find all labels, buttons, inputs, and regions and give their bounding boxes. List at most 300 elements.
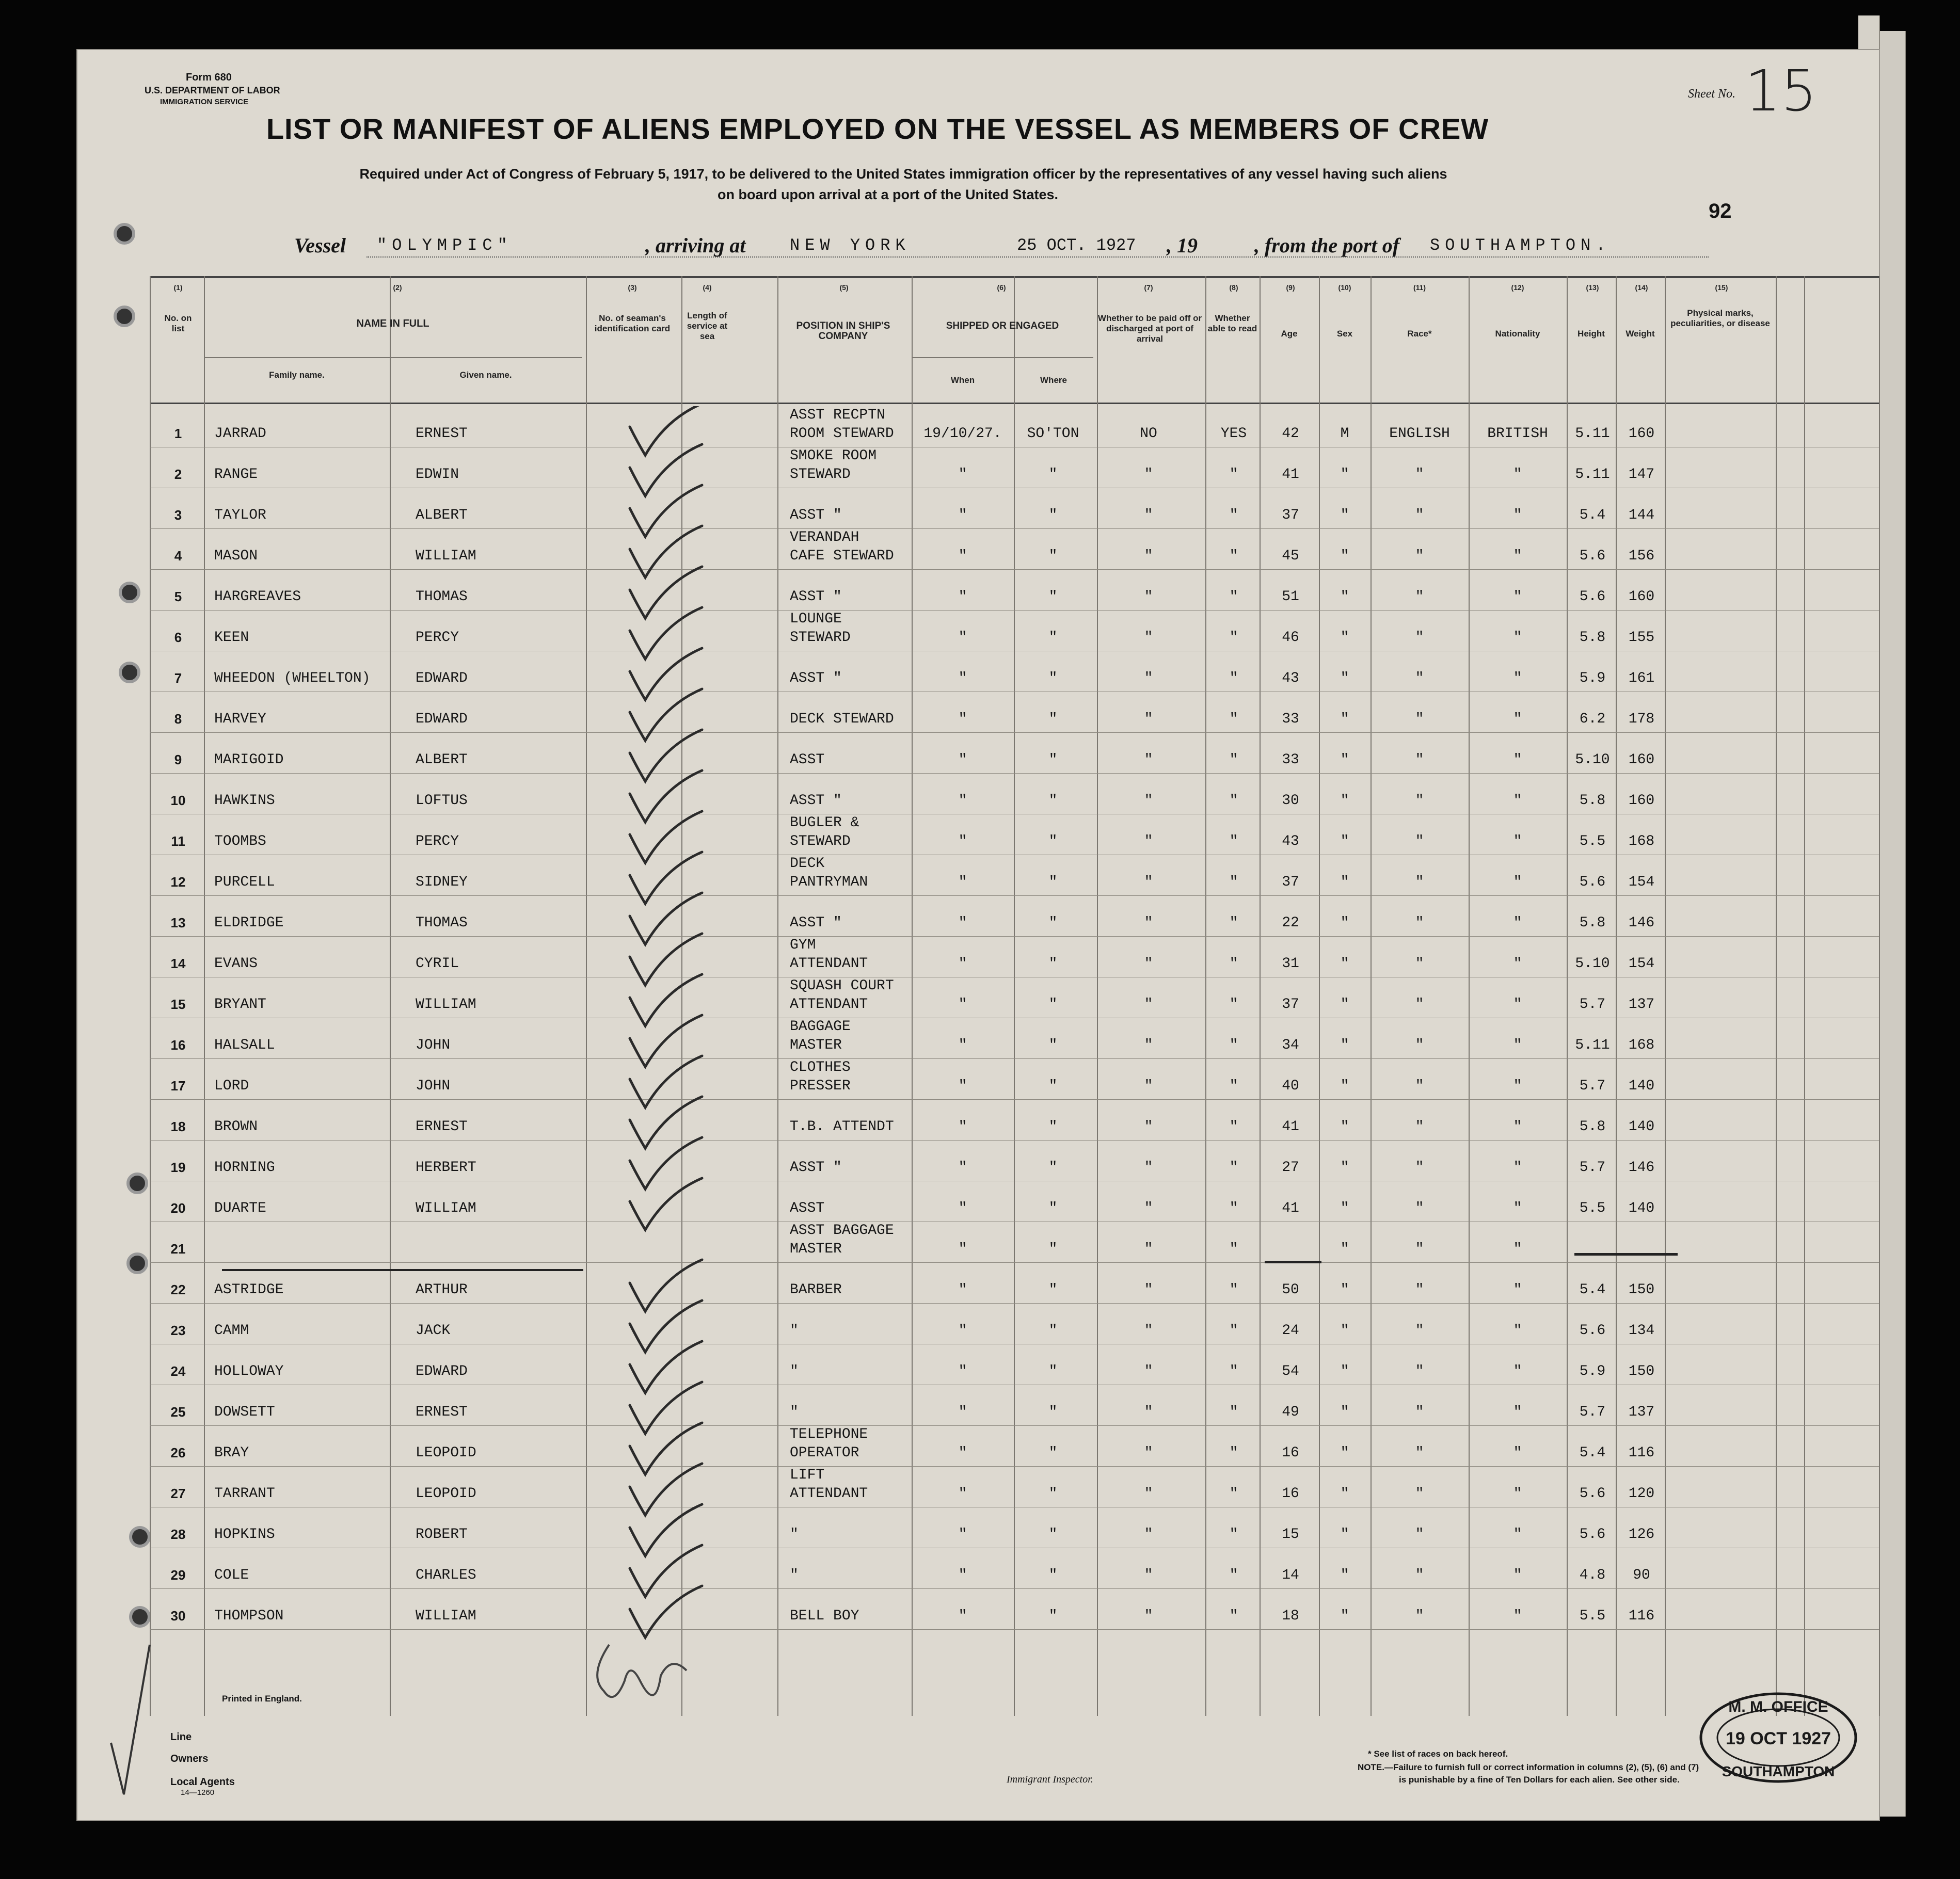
position-line-2: ATTENDANT xyxy=(790,1486,868,1502)
header-shipped: SHIPPED OR ENGAGED xyxy=(946,320,1059,331)
race: " xyxy=(1415,1363,1424,1379)
check-mark xyxy=(630,607,702,659)
column-number: (2) xyxy=(393,283,402,292)
shipped-when: " xyxy=(958,711,967,727)
row-number: 23 xyxy=(170,1323,186,1338)
shipped-when: " xyxy=(958,1608,967,1624)
height: 5.5 xyxy=(1579,1608,1606,1624)
stamp-line-3: SOUTHAMPTON xyxy=(1722,1763,1835,1779)
sex: " xyxy=(1340,997,1349,1013)
shipped-where: " xyxy=(1048,915,1058,931)
weight: 137 xyxy=(1628,1404,1655,1420)
row-number: 18 xyxy=(170,1119,186,1134)
stamp-date: 19 OCT 1927 xyxy=(1725,1729,1831,1748)
able-to-read: " xyxy=(1229,956,1238,972)
header-paid-off: Whether to be paid off or discharged at port of arrival xyxy=(1097,313,1202,344)
nationality: " xyxy=(1513,1200,1522,1216)
height: 5.11 xyxy=(1575,1037,1610,1053)
given-name: WILLIAM xyxy=(416,997,476,1013)
given-name: EDWARD xyxy=(416,711,468,727)
binder-hole xyxy=(119,582,140,603)
paid-off: " xyxy=(1144,1445,1153,1461)
race: " xyxy=(1415,997,1424,1013)
paid-off: " xyxy=(1144,589,1153,605)
height: 5.6 xyxy=(1579,1323,1606,1339)
paid-off: " xyxy=(1144,1323,1153,1339)
height: 5.10 xyxy=(1575,956,1610,972)
nationality: " xyxy=(1513,1160,1522,1176)
check-mark xyxy=(630,1341,702,1393)
from-port: SOUTHAMPTON. xyxy=(1430,236,1611,255)
from-port-label: , from the port of xyxy=(1254,234,1400,257)
sex: " xyxy=(1340,1404,1349,1420)
subtitle-line-2: on board upon arrival at a port of the United States. xyxy=(717,187,1059,202)
sex: " xyxy=(1340,1037,1349,1053)
height: 5.7 xyxy=(1579,1078,1606,1094)
race: " xyxy=(1415,670,1424,686)
weight: 140 xyxy=(1628,1078,1655,1094)
shipped-when: " xyxy=(958,956,967,972)
position-line-2: CAFE STEWARD xyxy=(790,548,894,564)
column-divider xyxy=(1567,276,1568,1716)
race: " xyxy=(1415,507,1424,523)
shipped-where: " xyxy=(1048,752,1058,768)
binder-hole xyxy=(114,306,135,327)
weight: 160 xyxy=(1628,589,1655,605)
column-divider xyxy=(1776,276,1777,1716)
family-name: EVANS xyxy=(214,956,258,972)
sex: " xyxy=(1340,630,1349,646)
stacked-page-edge xyxy=(1879,31,1906,1817)
age: 33 xyxy=(1282,752,1299,768)
age: 43 xyxy=(1282,833,1299,849)
row-number: 1 xyxy=(174,426,182,441)
column-divider xyxy=(1665,276,1666,1716)
shipped-where: " xyxy=(1048,711,1058,727)
able-to-read: " xyxy=(1229,1241,1238,1257)
able-to-read: " xyxy=(1229,752,1238,768)
height: 5.4 xyxy=(1579,1282,1606,1298)
penalty-note-1: NOTE.—Failure to furnish full or correct information in columns (2), (5), (6) and (7) xyxy=(1358,1762,1699,1772)
age: 37 xyxy=(1282,507,1299,523)
row-rule xyxy=(150,1629,1879,1630)
row-rule xyxy=(150,1466,1879,1467)
position-line-2: ATTENDANT xyxy=(790,997,868,1013)
race: " xyxy=(1415,1567,1424,1583)
row-number: 14 xyxy=(170,956,186,971)
given-name: HERBERT xyxy=(416,1160,476,1176)
stamp-line-1: M. M. OFFICE xyxy=(1728,1698,1828,1715)
height: 5.7 xyxy=(1579,997,1606,1013)
paid-off: " xyxy=(1144,833,1153,849)
able-to-read: " xyxy=(1229,1119,1238,1135)
weight: 140 xyxy=(1628,1119,1655,1135)
age: 24 xyxy=(1282,1323,1299,1339)
row-rule xyxy=(150,1425,1879,1426)
check-mark xyxy=(630,406,702,455)
race: " xyxy=(1415,1160,1424,1176)
age: 22 xyxy=(1282,915,1299,931)
check-mark xyxy=(630,730,702,781)
family-name: HOPKINS xyxy=(214,1527,275,1543)
binder-hole xyxy=(126,1252,148,1274)
weight: 116 xyxy=(1628,1445,1655,1461)
age: 54 xyxy=(1282,1363,1299,1379)
binder-hole xyxy=(114,223,135,245)
height: 5.4 xyxy=(1579,1445,1606,1461)
able-to-read: " xyxy=(1229,1037,1238,1053)
weight: 156 xyxy=(1628,548,1655,564)
position-line-2: ASST " xyxy=(790,507,842,523)
race: " xyxy=(1415,1200,1424,1216)
check-mark xyxy=(630,852,702,904)
position-line-1: VERANDAH xyxy=(790,529,859,545)
header-sex: Sex xyxy=(1336,329,1353,339)
shipped-when: " xyxy=(958,833,967,849)
race: " xyxy=(1415,1527,1424,1543)
header-race: Race* xyxy=(1407,329,1432,339)
column-divider xyxy=(1371,276,1372,1716)
race: " xyxy=(1415,1404,1424,1420)
nationality: " xyxy=(1513,589,1522,605)
row-rule xyxy=(150,610,1879,611)
check-mark xyxy=(630,974,702,1026)
position-line-2: " xyxy=(790,1323,799,1339)
weight: 168 xyxy=(1628,1037,1655,1053)
paid-off: " xyxy=(1144,956,1153,972)
able-to-read: " xyxy=(1229,1486,1238,1502)
height: 5.8 xyxy=(1579,630,1606,646)
nationality: " xyxy=(1513,670,1522,686)
able-to-read: " xyxy=(1229,1200,1238,1216)
row-rule xyxy=(150,1058,1879,1059)
shipped-when: " xyxy=(958,589,967,605)
able-to-read: " xyxy=(1229,1567,1238,1583)
row-number: 4 xyxy=(174,548,182,564)
shipped-where: " xyxy=(1048,1160,1058,1176)
family-name: DUARTE xyxy=(214,1200,266,1216)
given-name: WILLIAM xyxy=(416,1200,476,1216)
column-divider xyxy=(390,276,391,1716)
shipped-where: " xyxy=(1048,548,1058,564)
height: 5.9 xyxy=(1579,670,1606,686)
owners-label: Owners xyxy=(170,1753,209,1764)
check-mark xyxy=(630,444,702,496)
check-mark xyxy=(630,1586,702,1637)
position-line-2: STEWARD xyxy=(790,467,851,483)
height: 5.11 xyxy=(1575,467,1610,483)
race: " xyxy=(1415,1323,1424,1339)
nationality: " xyxy=(1513,997,1522,1013)
row-rule xyxy=(150,1262,1879,1263)
weight: 140 xyxy=(1628,1200,1655,1216)
race: " xyxy=(1415,915,1424,931)
document-title: LIST OR MANIFEST OF ALIENS EMPLOYED ON THE VESSEL AS MEMBERS OF CREW xyxy=(266,113,1489,145)
check-mark xyxy=(630,811,702,863)
department-name: U.S. DEPARTMENT OF LABOR xyxy=(145,85,280,95)
shipped-when: " xyxy=(958,1567,967,1583)
height: 4.8 xyxy=(1579,1567,1606,1583)
vessel-name: "OLYMPIC" xyxy=(377,236,513,255)
age: 45 xyxy=(1282,548,1299,564)
row-number: 25 xyxy=(170,1404,186,1420)
manifest-page xyxy=(76,49,1880,1821)
column-number: (8) xyxy=(1229,283,1238,292)
paid-off: " xyxy=(1144,630,1153,646)
paid-off: " xyxy=(1144,507,1153,523)
race: " xyxy=(1415,833,1424,849)
row-number: 16 xyxy=(170,1037,186,1053)
family-name: TOOMBS xyxy=(214,833,266,849)
age: 33 xyxy=(1282,711,1299,727)
position-line-1: ASST BAGGAGE xyxy=(790,1223,894,1239)
shipped-where: " xyxy=(1048,1404,1058,1420)
height: 5.10 xyxy=(1575,752,1610,768)
family-name: HORNING xyxy=(214,1160,275,1176)
nationality: " xyxy=(1513,833,1522,849)
row-number: 28 xyxy=(170,1527,186,1542)
shipped-where: " xyxy=(1048,1037,1058,1053)
position-line-1: TELEPHONE xyxy=(790,1426,868,1442)
sheet-number: 15 xyxy=(1745,58,1817,124)
sex: " xyxy=(1340,1119,1349,1135)
sex: " xyxy=(1340,1200,1349,1216)
immigrant-inspector-label: Immigrant Inspector. xyxy=(1007,1774,1093,1785)
given-name: ERNEST xyxy=(416,1119,468,1135)
family-name: ASTRIDGE xyxy=(214,1282,284,1298)
shipped-where: " xyxy=(1048,1119,1058,1135)
shipped-when: " xyxy=(958,1078,967,1094)
paid-off: " xyxy=(1144,1200,1153,1216)
position-line-2: ASST xyxy=(790,752,825,768)
race-note: * See list of races on back hereof. xyxy=(1368,1749,1508,1759)
header-when: When xyxy=(950,375,975,385)
shipped-when: " xyxy=(958,1323,967,1339)
position-line-1: BAGGAGE xyxy=(790,1019,851,1035)
position-line-2: BELL BOY xyxy=(790,1608,859,1624)
check-mark xyxy=(630,648,702,700)
check-mark xyxy=(630,1504,702,1556)
weight: 90 xyxy=(1633,1567,1650,1583)
able-to-read: " xyxy=(1229,1608,1238,1624)
family-name: MARIGOID xyxy=(214,752,284,768)
row-number: 19 xyxy=(170,1160,186,1175)
nationality: " xyxy=(1513,956,1522,972)
header-where: Where xyxy=(1040,375,1067,385)
family-name: HALSALL xyxy=(214,1037,275,1053)
column-divider xyxy=(1469,276,1470,1716)
row-number: 5 xyxy=(174,589,182,604)
column-divider xyxy=(1879,276,1880,1716)
able-to-read: " xyxy=(1229,630,1238,646)
family-name: WHEEDON (WHEELTON) xyxy=(214,670,371,686)
row-number: 13 xyxy=(170,915,186,930)
service-name: IMMIGRATION SERVICE xyxy=(160,98,249,106)
position-line-1: GYM xyxy=(790,937,816,953)
nationality: " xyxy=(1513,1323,1522,1339)
sex: " xyxy=(1340,1160,1349,1176)
shipped-where: " xyxy=(1048,670,1058,686)
column-divider xyxy=(204,276,205,1716)
row-rule xyxy=(150,773,1879,774)
header-able-read: Whether able to read xyxy=(1207,313,1257,333)
column-number: (10) xyxy=(1338,283,1351,292)
race: " xyxy=(1415,1119,1424,1135)
race: " xyxy=(1415,711,1424,727)
position-line-2: " xyxy=(790,1567,799,1583)
arriving-label: , arriving at xyxy=(645,234,746,257)
position-line-2: PANTRYMAN xyxy=(790,874,868,890)
header-given-name: Given name. xyxy=(459,370,512,380)
given-name: JOHN xyxy=(416,1078,451,1094)
age: 41 xyxy=(1282,1200,1299,1216)
year-label: , 19 xyxy=(1167,234,1198,257)
family-name: DOWSETT xyxy=(214,1404,275,1420)
age: 27 xyxy=(1282,1160,1299,1176)
nationality: " xyxy=(1513,1363,1522,1379)
vessel-underline xyxy=(366,256,1709,258)
height: 5.7 xyxy=(1579,1404,1606,1420)
header-position: POSITION IN SHIP'S COMPANY xyxy=(796,320,890,342)
weight: 126 xyxy=(1628,1527,1655,1543)
binder-hole xyxy=(119,662,140,683)
position-line-2: ASST " xyxy=(790,915,842,931)
row-number: 22 xyxy=(170,1282,186,1297)
row-rule xyxy=(150,1099,1879,1100)
paid-off: " xyxy=(1144,752,1153,768)
penalty-note-2: is punishable by a fine of Ten Dollars for each alien. See other side. xyxy=(1399,1775,1680,1785)
height: 5.11 xyxy=(1575,426,1610,442)
height: 5.9 xyxy=(1579,1363,1606,1379)
line-label: Line xyxy=(170,1731,192,1743)
position-line-2: ASST " xyxy=(790,589,842,605)
shipped-when: " xyxy=(958,670,967,686)
shipped-when: " xyxy=(958,915,967,931)
given-name: JACK xyxy=(416,1323,451,1339)
sex: " xyxy=(1340,915,1349,931)
able-to-read: " xyxy=(1229,1404,1238,1420)
sex: " xyxy=(1340,1486,1349,1502)
row-number: 27 xyxy=(170,1486,186,1501)
family-name: BRAY xyxy=(214,1445,249,1461)
sex: " xyxy=(1340,467,1349,483)
race: " xyxy=(1415,1608,1424,1624)
shipped-where: " xyxy=(1048,997,1058,1013)
mm-office-stamp xyxy=(1698,1691,1858,1784)
age: 18 xyxy=(1282,1608,1299,1624)
family-name: KEEN xyxy=(214,630,249,646)
shipped-when: " xyxy=(958,874,967,890)
check-mark xyxy=(630,567,702,618)
shipped-when: " xyxy=(958,630,967,646)
binder-hole xyxy=(129,1526,151,1548)
check-mark xyxy=(630,526,702,577)
able-to-read: " xyxy=(1229,1078,1238,1094)
given-name: ERNEST xyxy=(416,1404,468,1420)
weight: 154 xyxy=(1628,956,1655,972)
given-name: CYRIL xyxy=(416,956,459,972)
able-to-read: " xyxy=(1229,589,1238,605)
family-name: ELDRIDGE xyxy=(214,915,284,931)
row-number: 26 xyxy=(170,1445,186,1460)
header-physical: Physical marks, peculiarities, or disease xyxy=(1670,308,1770,328)
header-name-in-full: NAME IN FULL xyxy=(356,318,429,329)
position-line-1: CLOTHES xyxy=(790,1059,851,1075)
weight: 116 xyxy=(1628,1608,1655,1624)
paid-off: " xyxy=(1144,1404,1153,1420)
able-to-read: " xyxy=(1229,997,1238,1013)
age: 37 xyxy=(1282,874,1299,890)
column-divider xyxy=(1205,276,1206,1716)
sex: " xyxy=(1340,548,1349,564)
row-rule xyxy=(150,895,1879,896)
position-line-2: DECK STEWARD xyxy=(790,711,894,727)
able-to-read: " xyxy=(1229,548,1238,564)
header-age: Age xyxy=(1281,329,1298,339)
given-name: CHARLES xyxy=(416,1567,476,1583)
column-number: (3) xyxy=(628,283,637,292)
shipped-subheader-line xyxy=(912,357,1093,358)
row-number: 29 xyxy=(170,1567,186,1583)
column-divider xyxy=(1804,276,1805,1716)
weight: 147 xyxy=(1628,467,1655,483)
position-line-1: LOUNGE xyxy=(790,611,842,627)
position-line-2: STEWARD xyxy=(790,833,851,849)
column-divider xyxy=(777,276,778,1716)
age: 49 xyxy=(1282,1404,1299,1420)
race: " xyxy=(1415,1486,1424,1502)
paid-off: " xyxy=(1144,1608,1153,1624)
row-number: 17 xyxy=(170,1078,186,1094)
column-number: (6) xyxy=(997,283,1006,292)
sex: " xyxy=(1340,1363,1349,1379)
sex: M xyxy=(1340,426,1349,442)
row-number: 3 xyxy=(174,507,182,523)
nationality: " xyxy=(1513,793,1522,809)
family-name: HOLLOWAY xyxy=(214,1363,284,1379)
shipped-where: " xyxy=(1048,630,1058,646)
check-mark xyxy=(630,1137,702,1189)
shipped-where: " xyxy=(1048,1486,1058,1502)
shipped-when: " xyxy=(958,752,967,768)
age: 16 xyxy=(1282,1486,1299,1502)
column-number: (11) xyxy=(1413,283,1426,292)
weight: 134 xyxy=(1628,1323,1655,1339)
check-marks xyxy=(542,406,718,1727)
position-line-2: MASTER xyxy=(790,1241,842,1257)
weight: 144 xyxy=(1628,507,1655,523)
shipped-where: " xyxy=(1048,1078,1058,1094)
row-rule xyxy=(150,1303,1879,1304)
family-name: TAYLOR xyxy=(214,507,266,523)
given-name: THOMAS xyxy=(416,915,468,931)
able-to-read: " xyxy=(1229,507,1238,523)
age: 43 xyxy=(1282,670,1299,686)
height: 5.4 xyxy=(1579,507,1606,523)
check-mark xyxy=(630,934,702,985)
shipped-when: " xyxy=(958,1527,967,1543)
weight: 178 xyxy=(1628,711,1655,727)
arrival-date: 25 OCT. 1927 xyxy=(1017,236,1136,255)
paid-off: " xyxy=(1144,548,1153,564)
shipped-when: " xyxy=(958,1445,967,1461)
given-name: EDWIN xyxy=(416,467,459,483)
given-name: LEOPOID xyxy=(416,1445,476,1461)
given-name: JOHN xyxy=(416,1037,451,1053)
paid-off: " xyxy=(1144,1567,1153,1583)
shipped-when: " xyxy=(958,1404,967,1420)
position-line-2: MASTER xyxy=(790,1037,842,1053)
